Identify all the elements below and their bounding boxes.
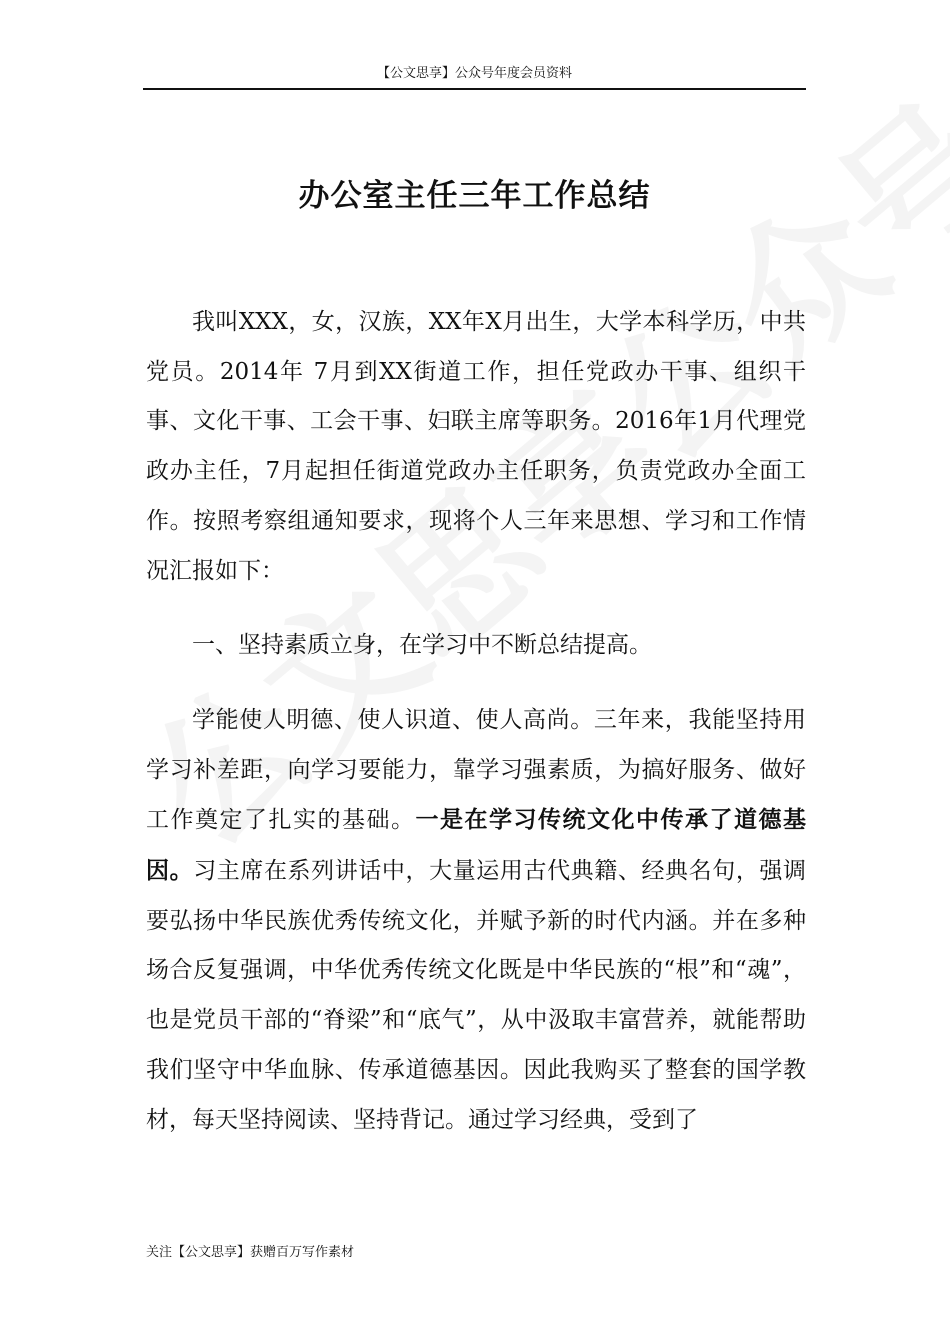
paragraph-study xyxy=(146,696,806,1145)
paragraph-intro: 我叫XXX，女，汉族，XX年X月出生，大学本科学历，中共党员。2014年 7月到XX街道工作，担任党政办干事、组织干事、文化干事、工会干事、妇联主席等职务。2016年1月代理党政办主任，7月起担任街道党政办主任职务，负责党政办全面工作。按照考察组通知要求，现将个人三年来思想、学习和工作情况汇报如下： xyxy=(146,309,806,584)
section-heading-1: 一、坚持素质立身，在学习中不断总结提高。 xyxy=(192,632,652,659)
paragraph-study-start: 学能使人明德、使人识道、使人高尚。三年来，我能坚持用学习补差距，向学习要能力，靠学习强素质，为搞好服务、做好工作奠定了扎实的基础。 xyxy=(146,706,806,834)
document-body xyxy=(146,298,806,1145)
page-header: 【公文思享】公众号年度会员资料 xyxy=(143,62,806,90)
paragraph-study-end: 习主席在系列讲话中，大量运用古代典籍、经典名句，强调要弘扬中华民族优秀传统文化，并赋予新的时代内涵。并在多种场合反复强调，中华优秀传统文化既是中华民族的“根”和“魂”，也是党员干部的“脊梁”和“底气”，从中汲取丰富营养，就能帮助我们坚守中华血脉、传承道德基因。因此我购买了整套的国学教材，每天坚持阅读、坚持背记。通过学习经典，受到了 xyxy=(146,858,807,1133)
document-title: 办公室主任三年工作总结 xyxy=(298,178,651,214)
page-footer: 关注【公文思享】获赠百万写作素材 xyxy=(146,1245,355,1260)
paragraph-study-bold: 一是在学习传统文化中传承了道德基因。 xyxy=(146,806,806,885)
